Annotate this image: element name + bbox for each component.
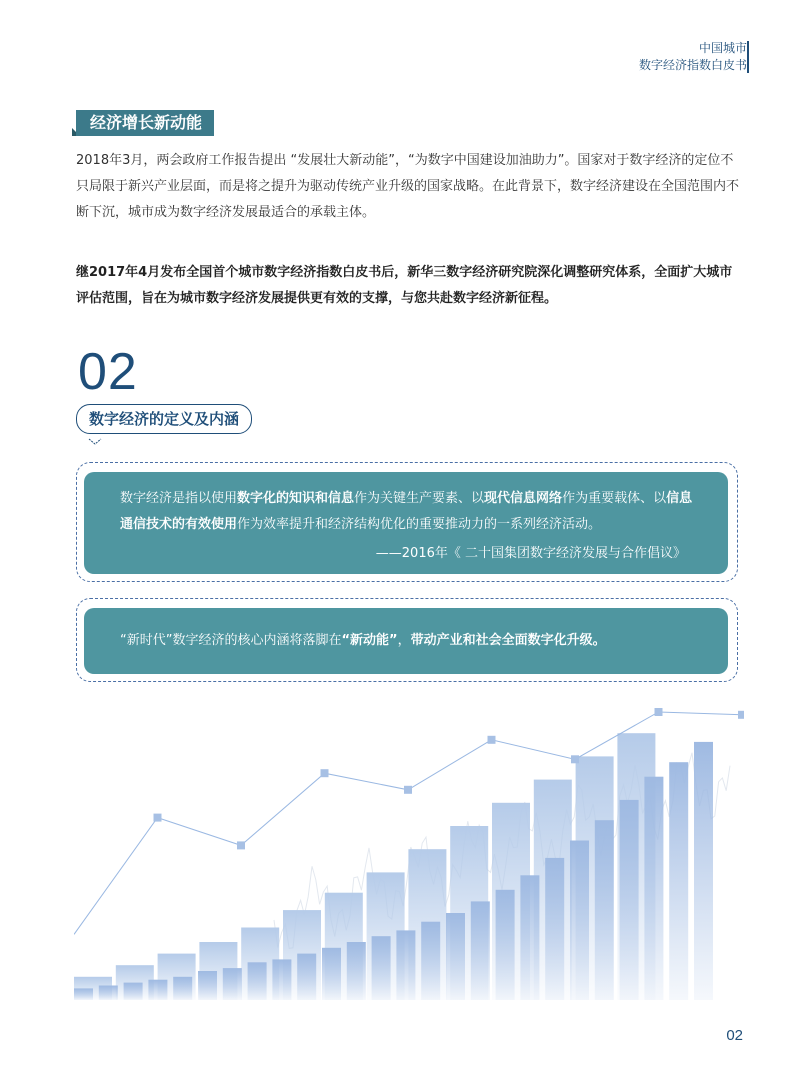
section-number: 02: [78, 343, 138, 401]
trend-point-3: [321, 769, 329, 777]
quote2-text: “新时代”数字经济的核心内涵将落脚在“新动能”，带动产业和社会全面数字化升级。: [120, 633, 606, 648]
bar-front-17: [496, 890, 515, 1000]
bar-front-2: [124, 983, 143, 1000]
bar-front-6: [223, 968, 242, 1000]
trend-point-4: [404, 786, 412, 794]
page-number: 02: [726, 1027, 743, 1044]
decorative-growth-chart: [74, 690, 744, 1005]
section-title: 经济增长新动能: [76, 110, 214, 136]
bar-front-19: [545, 858, 564, 1000]
bar-front-3: [148, 980, 167, 1000]
trend-point-2: [237, 841, 245, 849]
trend-point-6: [571, 755, 579, 763]
chevron-down-icon: [88, 438, 102, 446]
quote2-box: [84, 608, 728, 674]
trend-point-8: [738, 711, 744, 719]
bar-front-8: [272, 959, 291, 1000]
header-line1: 中国城市: [698, 41, 747, 55]
bar-front-24: [669, 762, 688, 1000]
trend-point-7: [655, 708, 663, 716]
bar-front-20: [570, 841, 589, 1001]
bar-front-21: [595, 820, 614, 1000]
bar-front-4: [173, 977, 192, 1000]
bar-front-0: [74, 988, 93, 1000]
bar-front-1: [99, 986, 118, 1001]
bar-front-23: [644, 777, 663, 1000]
header-line2: 数字经济指数白皮书: [638, 58, 747, 72]
bar-front-14: [421, 922, 440, 1000]
bold-paragraph: 继2017年4月发布全国首个城市数字经济指数白皮书后，新华三数字经济研究院深化调整研究体系，全面扩大城市评估范围，旨在为城市数字经济发展提供更有效的支撑，与您共赴数字经济新征程。: [76, 265, 733, 306]
bar-front-13: [396, 930, 415, 1000]
quote1-text: 数字经济是指以使用数字化的知识和信息作为关键生产要素、以现代信息网络作为重要载体、以信息通信技术的有效使用作为效率提升和经济结构优化的重要推动力的一系列经济活动。: [120, 491, 693, 532]
bar-front-10: [322, 948, 341, 1000]
intro-paragraph: 2018年3月，两会政府工作报告提出 “发展壮大新动能”，“为数字中国建设加油助力”。国家对于数字经济的定位不只局限于新兴产业层面，而是将之提升为驱动传统产业升级的国家战略。在此背景下，数字经济建设在全国范围内不断下沉，城市成为数字经济发展最适合的承载主体。: [76, 153, 740, 220]
bar-front-18: [520, 875, 539, 1000]
bar-front-15: [446, 913, 465, 1000]
quote1-source: ——2016年《 二十国集团数字经济发展与合作倡议》: [375, 546, 686, 561]
header-bar: [747, 41, 749, 73]
running-header: [639, 40, 747, 74]
quote1-box: [84, 472, 728, 574]
bar-front-16: [471, 901, 490, 1000]
bar-front-5: [198, 971, 217, 1000]
trend-point-5: [488, 736, 496, 744]
bar-front-7: [248, 962, 267, 1000]
bar-front-25: [694, 742, 713, 1000]
bar-front-9: [297, 954, 316, 1000]
bar-front-11: [347, 942, 366, 1000]
bar-front-12: [372, 936, 391, 1000]
section2-title-pill: 数字经济的定义及内涵: [76, 404, 252, 434]
bar-front-22: [620, 800, 639, 1000]
trend-point-1: [154, 814, 162, 822]
